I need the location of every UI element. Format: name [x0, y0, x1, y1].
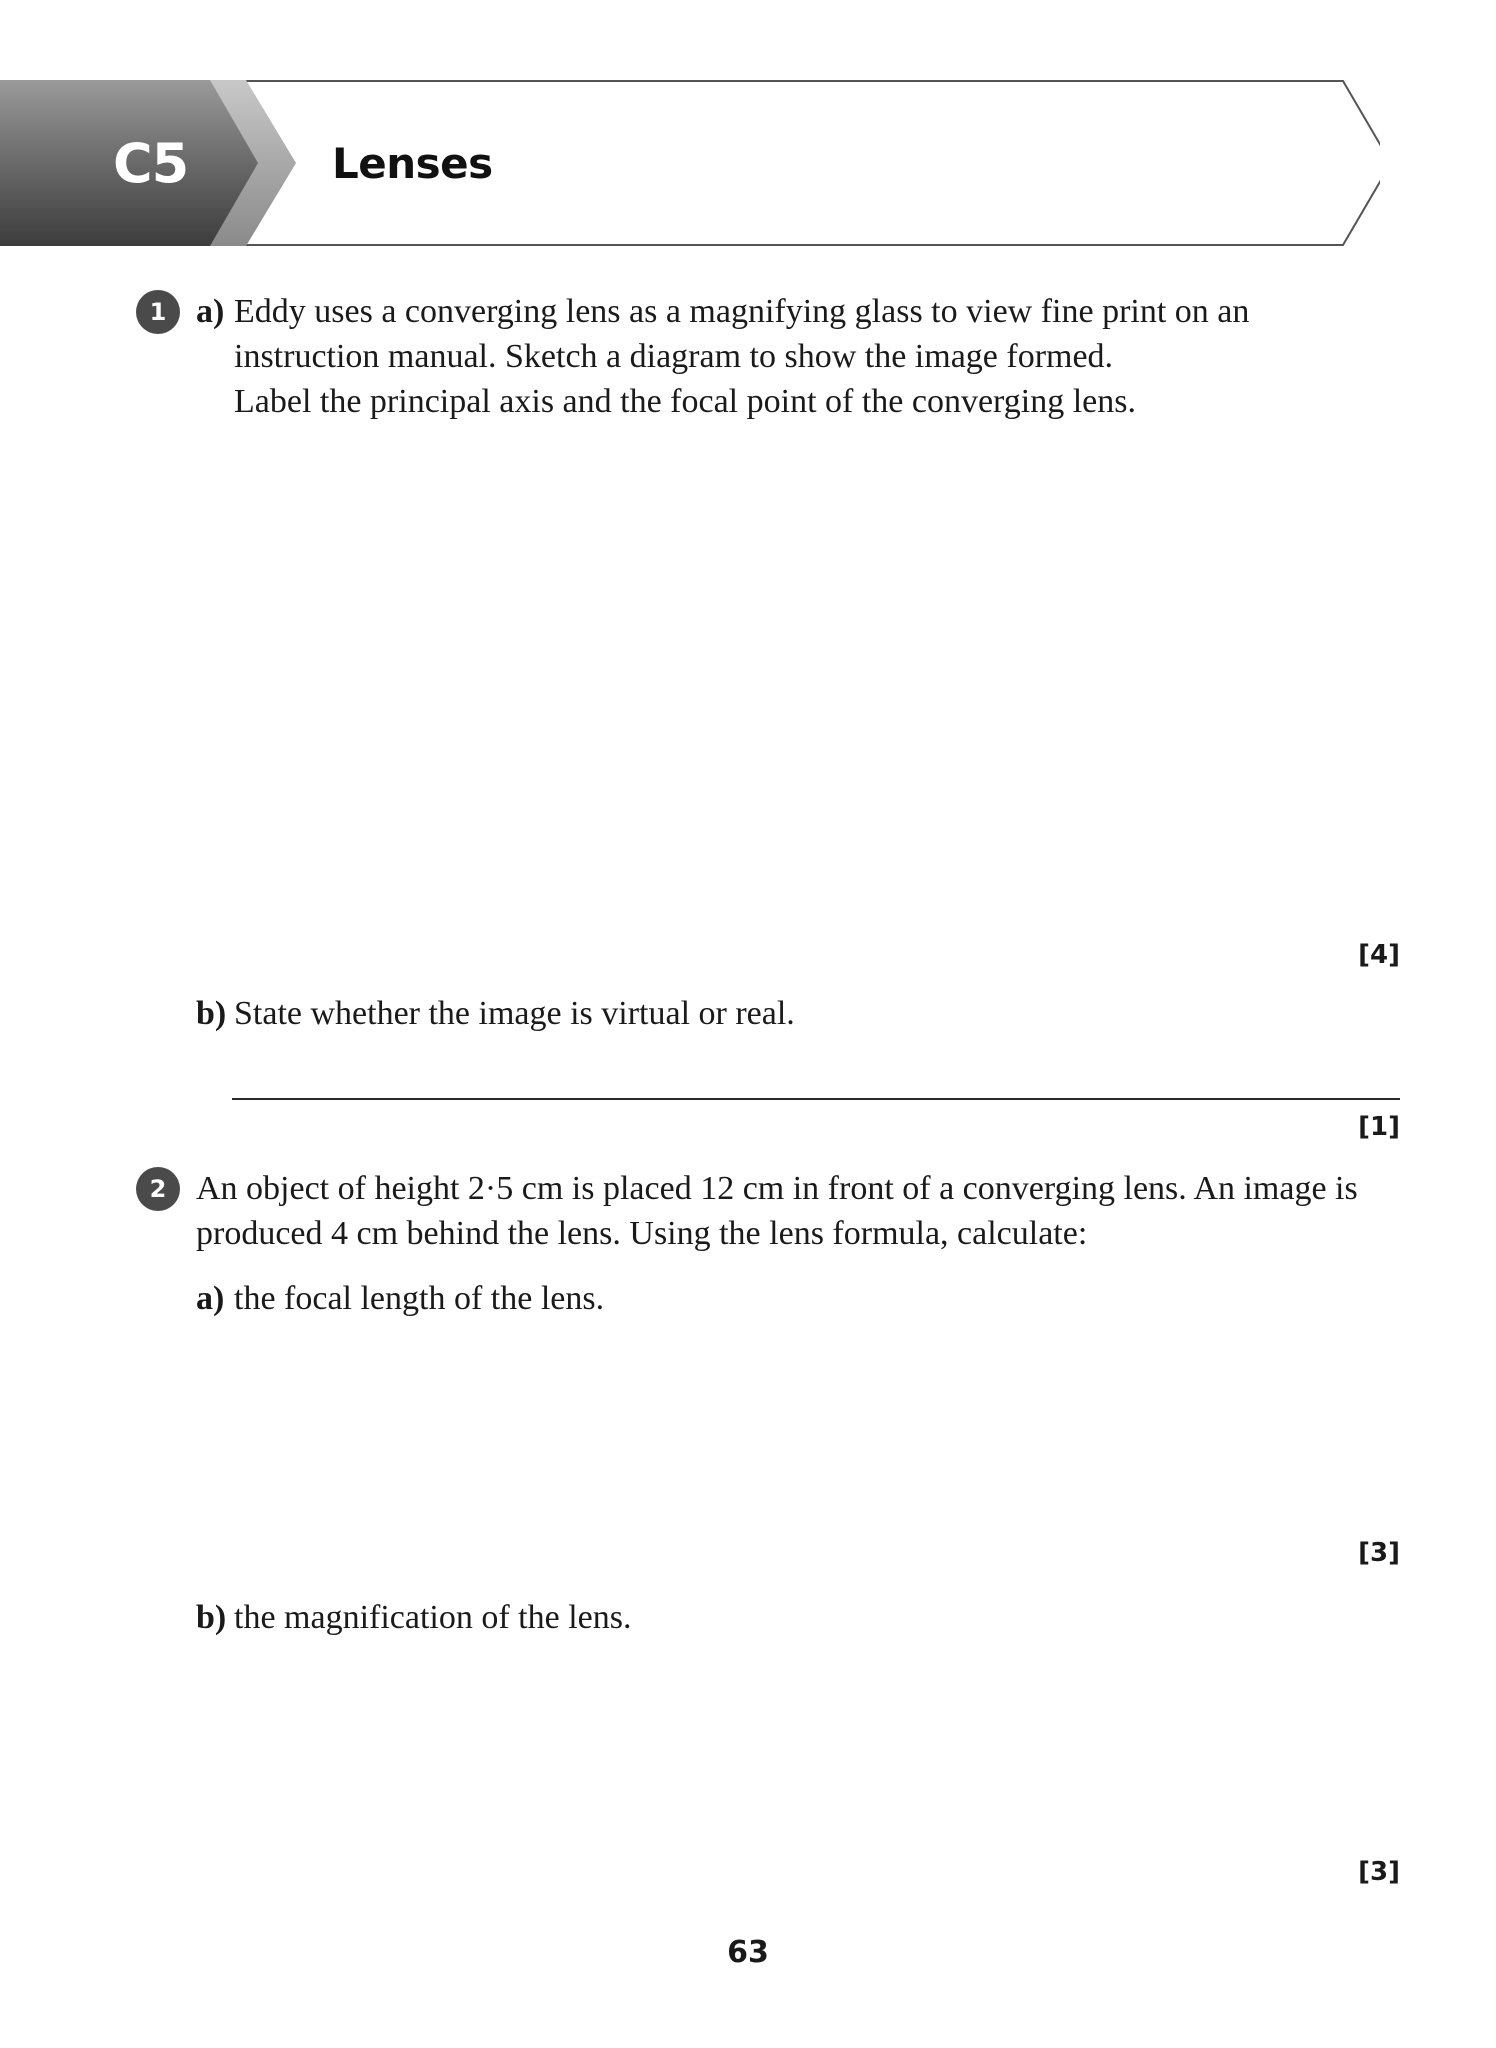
marks-label: [1] — [1358, 1112, 1400, 1142]
chapter-title: Lenses — [332, 138, 493, 188]
question-text: State whether the image is virtual or real. — [234, 995, 795, 1032]
part-label: a) — [196, 293, 225, 330]
part-label: b) — [196, 995, 227, 1032]
marks-label: [3] — [1358, 1538, 1400, 1568]
answer-line[interactable] — [232, 1098, 1400, 1100]
part-label: b) — [196, 1599, 227, 1636]
question-text: instruction manual. Sketch a diagram to show the image formed. — [234, 338, 1114, 375]
question-text: the magnification of the lens. — [234, 1599, 632, 1636]
question-text: Eddy uses a converging lens as a magnifying glass to view fine print on an — [234, 293, 1250, 330]
part-label: a) — [196, 1280, 225, 1317]
question-stem: produced 4 cm behind the lens. Using the lens formula, calculate: — [196, 1215, 1088, 1252]
page-number: 63 — [727, 1935, 769, 1970]
chapter-code: C5 — [113, 131, 189, 195]
question-number-badge: 2 — [136, 1167, 180, 1211]
marks-label: [4] — [1358, 940, 1400, 970]
question-text: the focal length of the lens. — [234, 1280, 605, 1317]
question-stem: An object of height 2·5 cm is placed 12 cm in front of a converging lens. An image is — [196, 1170, 1358, 1207]
question-text: Label the principal axis and the focal point of the converging lens. — [234, 383, 1136, 420]
question-number-badge: 1 — [136, 290, 180, 334]
marks-label: [3] — [1358, 1857, 1400, 1887]
